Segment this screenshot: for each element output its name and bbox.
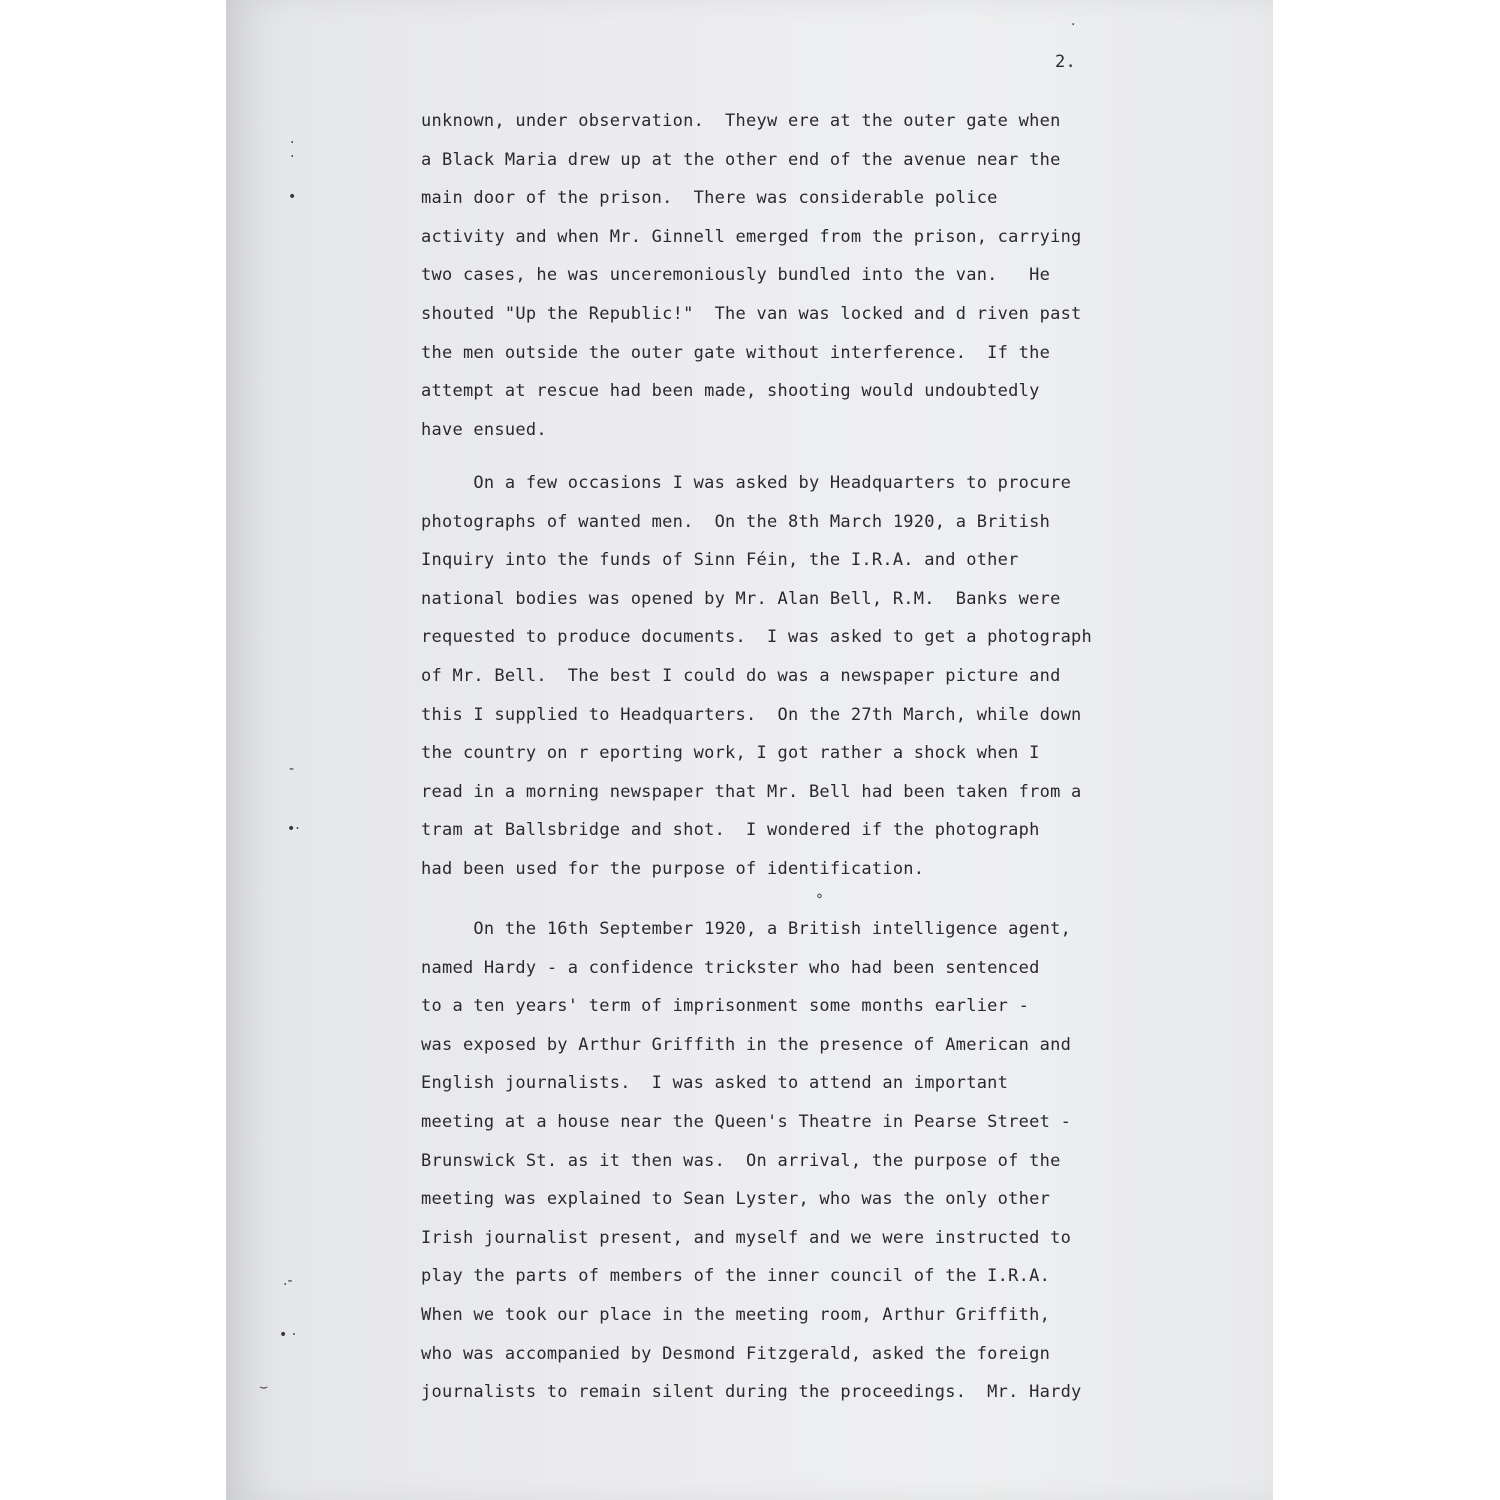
text-line: read in a morning newspaper that Mr. Bell had been taken from a [421, 781, 1082, 802]
text-line: of Mr. Bell. The best I could do was a newspaper picture and [421, 666, 1061, 686]
text-line: Inquiry into the funds of Sinn Féin, the I.R.A. and other [421, 550, 1019, 571]
text-line: to a ten years' term of imprisonment some months earlier - [421, 996, 1030, 1017]
text-line: meeting at a house near the Queen's Theatre in Pearse Street - [421, 1112, 1072, 1132]
text-line: a Black Maria drew up at the other end of the avenue near the [421, 149, 1061, 170]
margin-mark: • · [279, 1327, 297, 1343]
margin-mark: .‐ [283, 1273, 293, 1289]
text-line: Brunswick St. as it then was. On arrival, the purpose of the [421, 1150, 1061, 1171]
text-line: this I supplied to Headquarters. On the 27th March, while down [421, 704, 1082, 725]
text-line: have ensued. [421, 419, 547, 440]
text-line: activity and when Mr. Ginnell emerged from the prison, carrying [421, 226, 1082, 247]
margin-mark: • [288, 189, 297, 205]
margin-mark: ⌣ [259, 1379, 269, 1395]
text-line: On a few occasions I was asked by Headquarters to procure [421, 473, 1072, 493]
text-line: the country on r eporting work, I got rather a shock when I [421, 743, 1040, 764]
text-line: main door of the prison. There was considerable police [421, 188, 998, 209]
margin-mark: . [290, 145, 295, 161]
text-line: had been used for the purpose of identification. [421, 859, 925, 879]
text-line: attempt at rescue had been made, shooting would undoubtedly [421, 381, 1040, 402]
text-line: named Hardy - a confidence trickster who had been sentenced [421, 957, 1040, 978]
text-line: When we took our place in the meeting room, Arthur Griffith, [421, 1305, 1051, 1325]
margin-mark: · [1071, 17, 1076, 33]
margin-mark: ° [816, 892, 823, 908]
text-line: the men outside the outer gate without interference. If the [421, 342, 1051, 363]
text-line: requested to produce documents. I was asked to get a photograph [421, 627, 1093, 648]
text-line: national bodies was opened by Mr. Alan Bell, R.M. Banks were [421, 588, 1061, 609]
text-line: English journalists. I was asked to attend an important [421, 1073, 1009, 1094]
page-number: 2. [1055, 52, 1076, 72]
text-line: two cases, he was unceremoniously bundled into the van. He [421, 265, 1051, 286]
margin-mark: •· [287, 821, 300, 837]
margin-mark: ‐ [289, 761, 295, 777]
text-line: unknown, under observation. Theyw ere at the outer gate when [421, 111, 1061, 131]
text-line: who was accompanied by Desmond Fitzgerald, asked the foreign [421, 1343, 1051, 1364]
text-line: photographs of wanted men. On the 8th March 1920, a British [421, 511, 1051, 532]
text-line: meeting was explained to Sean Lyster, who was the only other [421, 1189, 1051, 1210]
text-line: was exposed by Arthur Griffith in the presence of American and [421, 1034, 1072, 1055]
text-line: shouted "Up the Republic!" The van was locked and d riven past [421, 304, 1082, 324]
margin-mark: . [290, 131, 295, 147]
text-line: Irish journalist present, and myself and we were instructed to [421, 1227, 1072, 1248]
text-line: play the parts of members of the inner council of the I.R.A. [421, 1266, 1051, 1287]
text-line: journalists to remain silent during the proceedings. Mr. Hardy [421, 1382, 1082, 1403]
text-line: tram at Ballsbridge and shot. I wondered if the photograph [421, 820, 1040, 841]
text-line: On the 16th September 1920, a British intelligence agent, [421, 919, 1072, 939]
